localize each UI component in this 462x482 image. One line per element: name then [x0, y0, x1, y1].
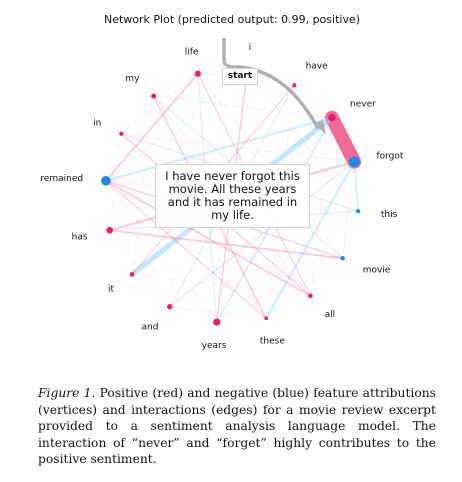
- node-label-my: my: [125, 73, 140, 84]
- node-label-never: never: [350, 99, 376, 110]
- node-all: [308, 294, 313, 299]
- node-has: [106, 227, 113, 234]
- node-label-have: have: [305, 61, 328, 72]
- node-label-has: has: [71, 232, 88, 243]
- node-remained: [101, 176, 111, 186]
- node-label-and: and: [141, 322, 159, 333]
- node-label-life: life: [184, 47, 199, 58]
- node-label-i: i: [248, 43, 252, 54]
- node-label-these: these: [259, 336, 285, 347]
- node-my: [151, 94, 156, 99]
- node-and: [167, 304, 172, 309]
- node-label-remained: remained: [40, 174, 84, 185]
- node-label-in: in: [93, 118, 102, 129]
- node-life: [195, 71, 201, 77]
- node-label-forgot: forgot: [376, 151, 404, 162]
- node-label-this: this: [380, 209, 398, 220]
- node-label-it: it: [107, 284, 114, 295]
- node-movie: [340, 256, 345, 261]
- node-it: [130, 272, 135, 277]
- node-this: [356, 209, 360, 213]
- figure-caption: [38, 385, 436, 468]
- node-in: [119, 132, 123, 136]
- node-label-movie: movie: [362, 265, 391, 276]
- node-forgot: [349, 156, 360, 167]
- interaction-edge: [354, 162, 358, 211]
- node-label-years: years: [201, 340, 227, 351]
- caption-text: Positive (red) and negative (blue) feature attributions (vertices) and interactions (edges) for a movie review excerpt provided to a sentiment analysis language model. The interaction of “never” and “forget” highly contributes to the positive sentiment.: [38, 386, 436, 466]
- node-never: [328, 114, 335, 121]
- interaction-edge: [332, 118, 354, 162]
- start-label: start: [222, 68, 258, 85]
- node-label-all: all: [324, 310, 336, 321]
- caption-label: Figure 1.: [38, 386, 96, 400]
- node-these: [264, 316, 268, 320]
- node-have: [292, 83, 296, 87]
- review-text-box: I have never forgot this movie. All these years and it has remained in my life.: [155, 164, 310, 228]
- plot-title: Network Plot (predicted output: 0.99, positive): [103, 13, 361, 26]
- node-years: [213, 319, 220, 326]
